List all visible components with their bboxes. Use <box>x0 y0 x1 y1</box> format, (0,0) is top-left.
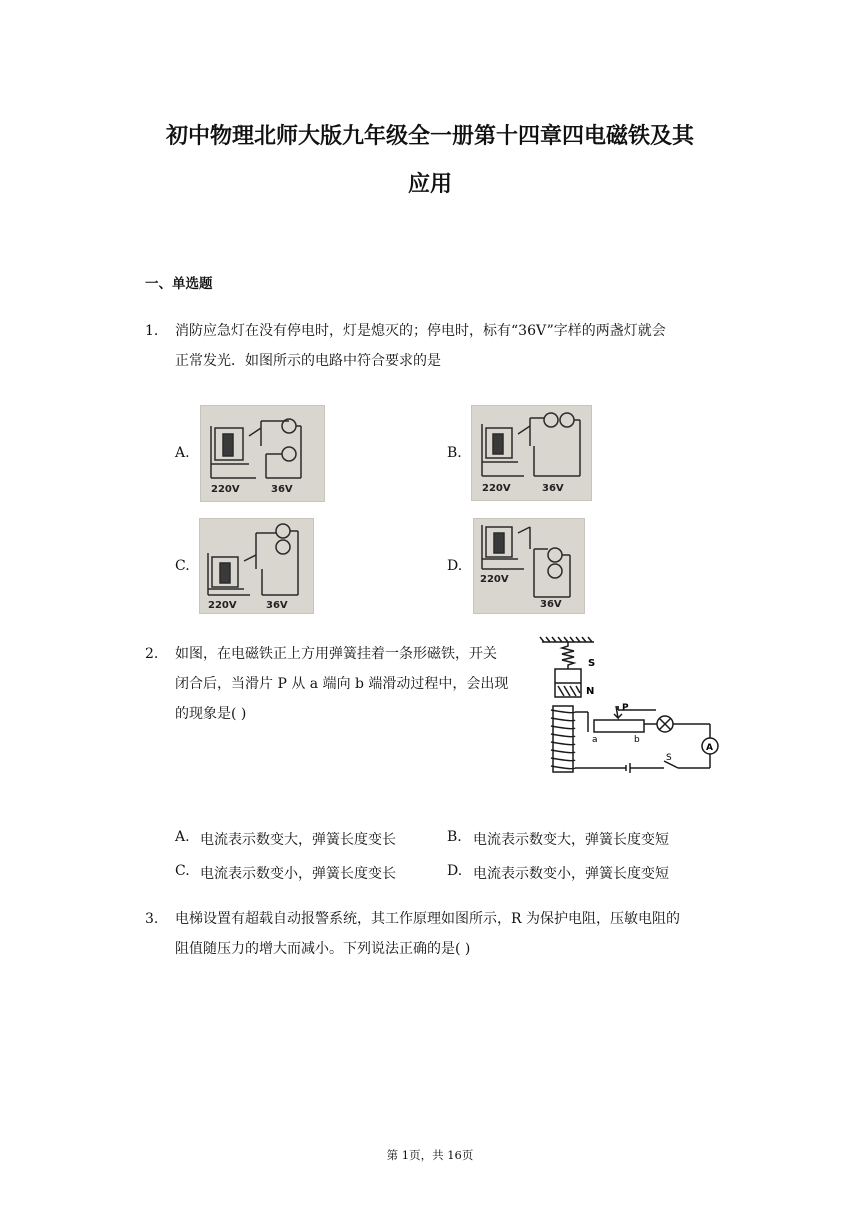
q1-a-36v-text: 36V <box>271 484 293 495</box>
q1-b-36v-text: 36V <box>542 483 564 494</box>
title-line-2: 应用 <box>407 172 452 197</box>
q2-stem-line-2: 闭合后，当滑片 P 从 a 端向 b 端滑动过程中，会出现 <box>175 676 509 692</box>
q1-d-220v-text: 220V <box>480 574 509 585</box>
q2-slider-p-text: P <box>622 703 629 713</box>
q1-option-c-circuit-image[interactable] <box>199 518 314 614</box>
q1-stem-line-2: 正常发光．如图所示的电路中符合要求的是 <box>175 353 441 369</box>
q1-option-a-label[interactable]: A. <box>175 445 190 461</box>
q2-option-a-label[interactable]: A. <box>175 829 190 845</box>
q1-stem-line-1: 消防应急灯在没有停电时，灯是熄灭的；停电时，标有“36V”字样的两盏灯就会 <box>175 323 666 339</box>
q2-option-b-text[interactable]: 电流表示数变大，弹簧长度变短 <box>473 832 669 848</box>
section-heading: 一、单选题 <box>145 276 213 292</box>
q2-stem-line-3: 的现象是( ) <box>175 706 247 722</box>
q1-option-a-circuit-image[interactable] <box>200 405 325 502</box>
q2-end-a-text: a <box>592 735 598 745</box>
q2-s-pole-text: S <box>588 658 596 669</box>
q1-stem <box>175 316 666 376</box>
q1-option-b-label[interactable]: B. <box>447 445 462 461</box>
q1-number: 1. <box>145 323 159 339</box>
q1-option-d-circuit-image[interactable] <box>473 518 585 614</box>
q1-option-d-label[interactable]: D. <box>447 558 463 574</box>
q2-number: 2. <box>145 646 159 662</box>
q2-stem <box>175 639 508 729</box>
q1-d-36v-text: 36V <box>540 599 562 610</box>
q2-option-c-label[interactable]: C. <box>175 863 190 879</box>
document-title <box>120 113 740 209</box>
q3-stem-line-1: 电梯设置有超载自动报警系统，其工作原理如图所示，R 为保护电阻，压敏电阻的 <box>175 911 680 927</box>
q2-n-pole-text: N <box>586 686 595 697</box>
q3-stem <box>175 904 680 964</box>
q1-c-36v-text: 36V <box>266 600 288 611</box>
q1-option-c-label[interactable]: C. <box>175 558 190 574</box>
q2-option-d-label[interactable]: D. <box>447 863 463 879</box>
q2-ammeter-text: A <box>706 743 713 753</box>
q2-option-b-label[interactable]: B. <box>447 829 462 845</box>
q2-option-d-text[interactable]: 电流表示数变小，弹簧长度变短 <box>473 866 669 882</box>
page-footer: 第 1页，共 16页 <box>386 1148 474 1162</box>
q2-end-b-text: b <box>634 735 640 745</box>
q3-stem-line-2: 阻值随压力的增大而减小。下列说法正确的是( ) <box>175 941 471 957</box>
q2-option-c-text[interactable]: 电流表示数变小，弹簧长度变长 <box>200 866 396 882</box>
title-line-1: 初中物理北师大版九年级全一册第十四章四电磁铁及其 <box>165 124 694 149</box>
q3-number: 3. <box>145 911 159 927</box>
q2-switch-text: S <box>666 753 672 763</box>
q1-option-b-circuit-image[interactable] <box>471 405 592 501</box>
q1-c-220v-text: 220V <box>208 600 237 611</box>
q2-stem-line-1: 如图，在电磁铁正上方用弹簧挂着一条形磁铁，开关 <box>175 646 497 662</box>
q2-electromagnet-diagram <box>538 636 720 778</box>
q1-a-220v-text: 220V <box>211 484 240 495</box>
q1-b-220v-text: 220V <box>482 483 511 494</box>
q2-option-a-text[interactable]: 电流表示数变大，弹簧长度变长 <box>200 832 396 848</box>
